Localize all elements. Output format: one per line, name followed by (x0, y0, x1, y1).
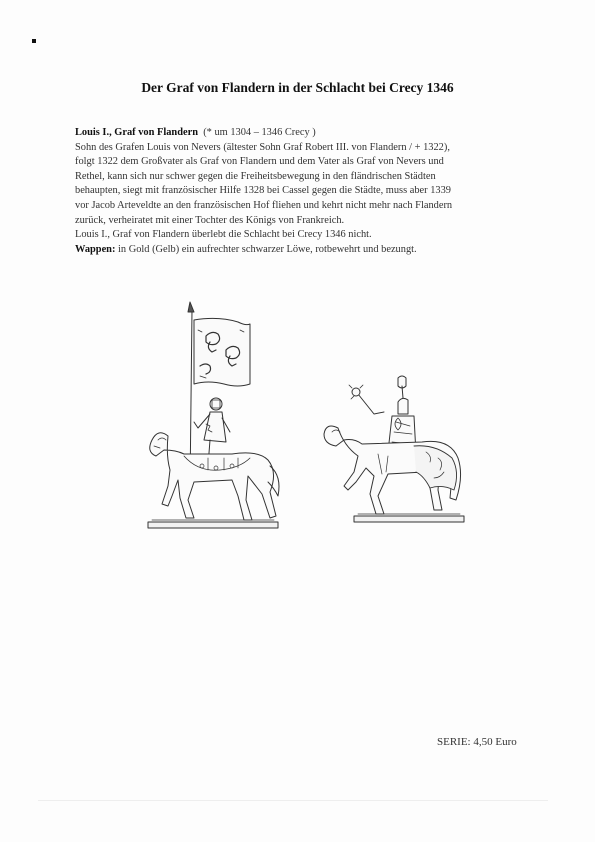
knight-with-mace-illustration (318, 372, 478, 532)
bio-line: folgt 1322 dem Großvater als Graf von Flandern und dem Vater als Graf von Nevers und (75, 156, 444, 168)
bio-name: Louis I., Graf von Flandern (75, 127, 198, 138)
bio-line: Sohn des Grafen Louis von Nevers (ältester Sohn Graf Robert III. von Flandern / + 1322), (75, 141, 450, 153)
arms-line (75, 243, 545, 258)
arms-text: in Gold (Gelb) ein aufrechter schwarzer Löwe, rotbewehrt und bezungt. (115, 243, 417, 255)
bio-line: Rethel, kann sich nur schwer gegen die Freiheitsbewegung in den fländrischen Städten (75, 170, 436, 182)
knight-with-banner-illustration (128, 300, 288, 540)
bio-line: zurück, verheiratet mit einer Tochter des Königs von Frankreich. (75, 214, 345, 226)
bio-line: vor Jacob Arteveldte an den französischen Hof fliehen und kehrt nicht mehr nach Flandern (75, 199, 453, 211)
page-title: Der Graf von Flandern in der Schlacht bei Crecy 1346 (141, 80, 454, 95)
bio-dates: (* um 1304 – 1346 Crecy ) (203, 127, 316, 138)
arms-label: Wappen: (75, 243, 116, 255)
bullet-mark (32, 39, 36, 43)
bio-heading-line (75, 126, 545, 141)
bio-line: Louis I., Graf von Flandern überlebt die Schlacht bei Crecy 1346 nicht. (75, 229, 372, 241)
series-price: SERIE: 4,50 Euro (437, 736, 517, 748)
page-edge-line (38, 800, 548, 801)
bio-line: behaupten, siegt mit französischer Hilfe 1328 bei Cassel gegen die Städte, muss aber 1339 (75, 185, 451, 197)
biography (75, 126, 545, 257)
